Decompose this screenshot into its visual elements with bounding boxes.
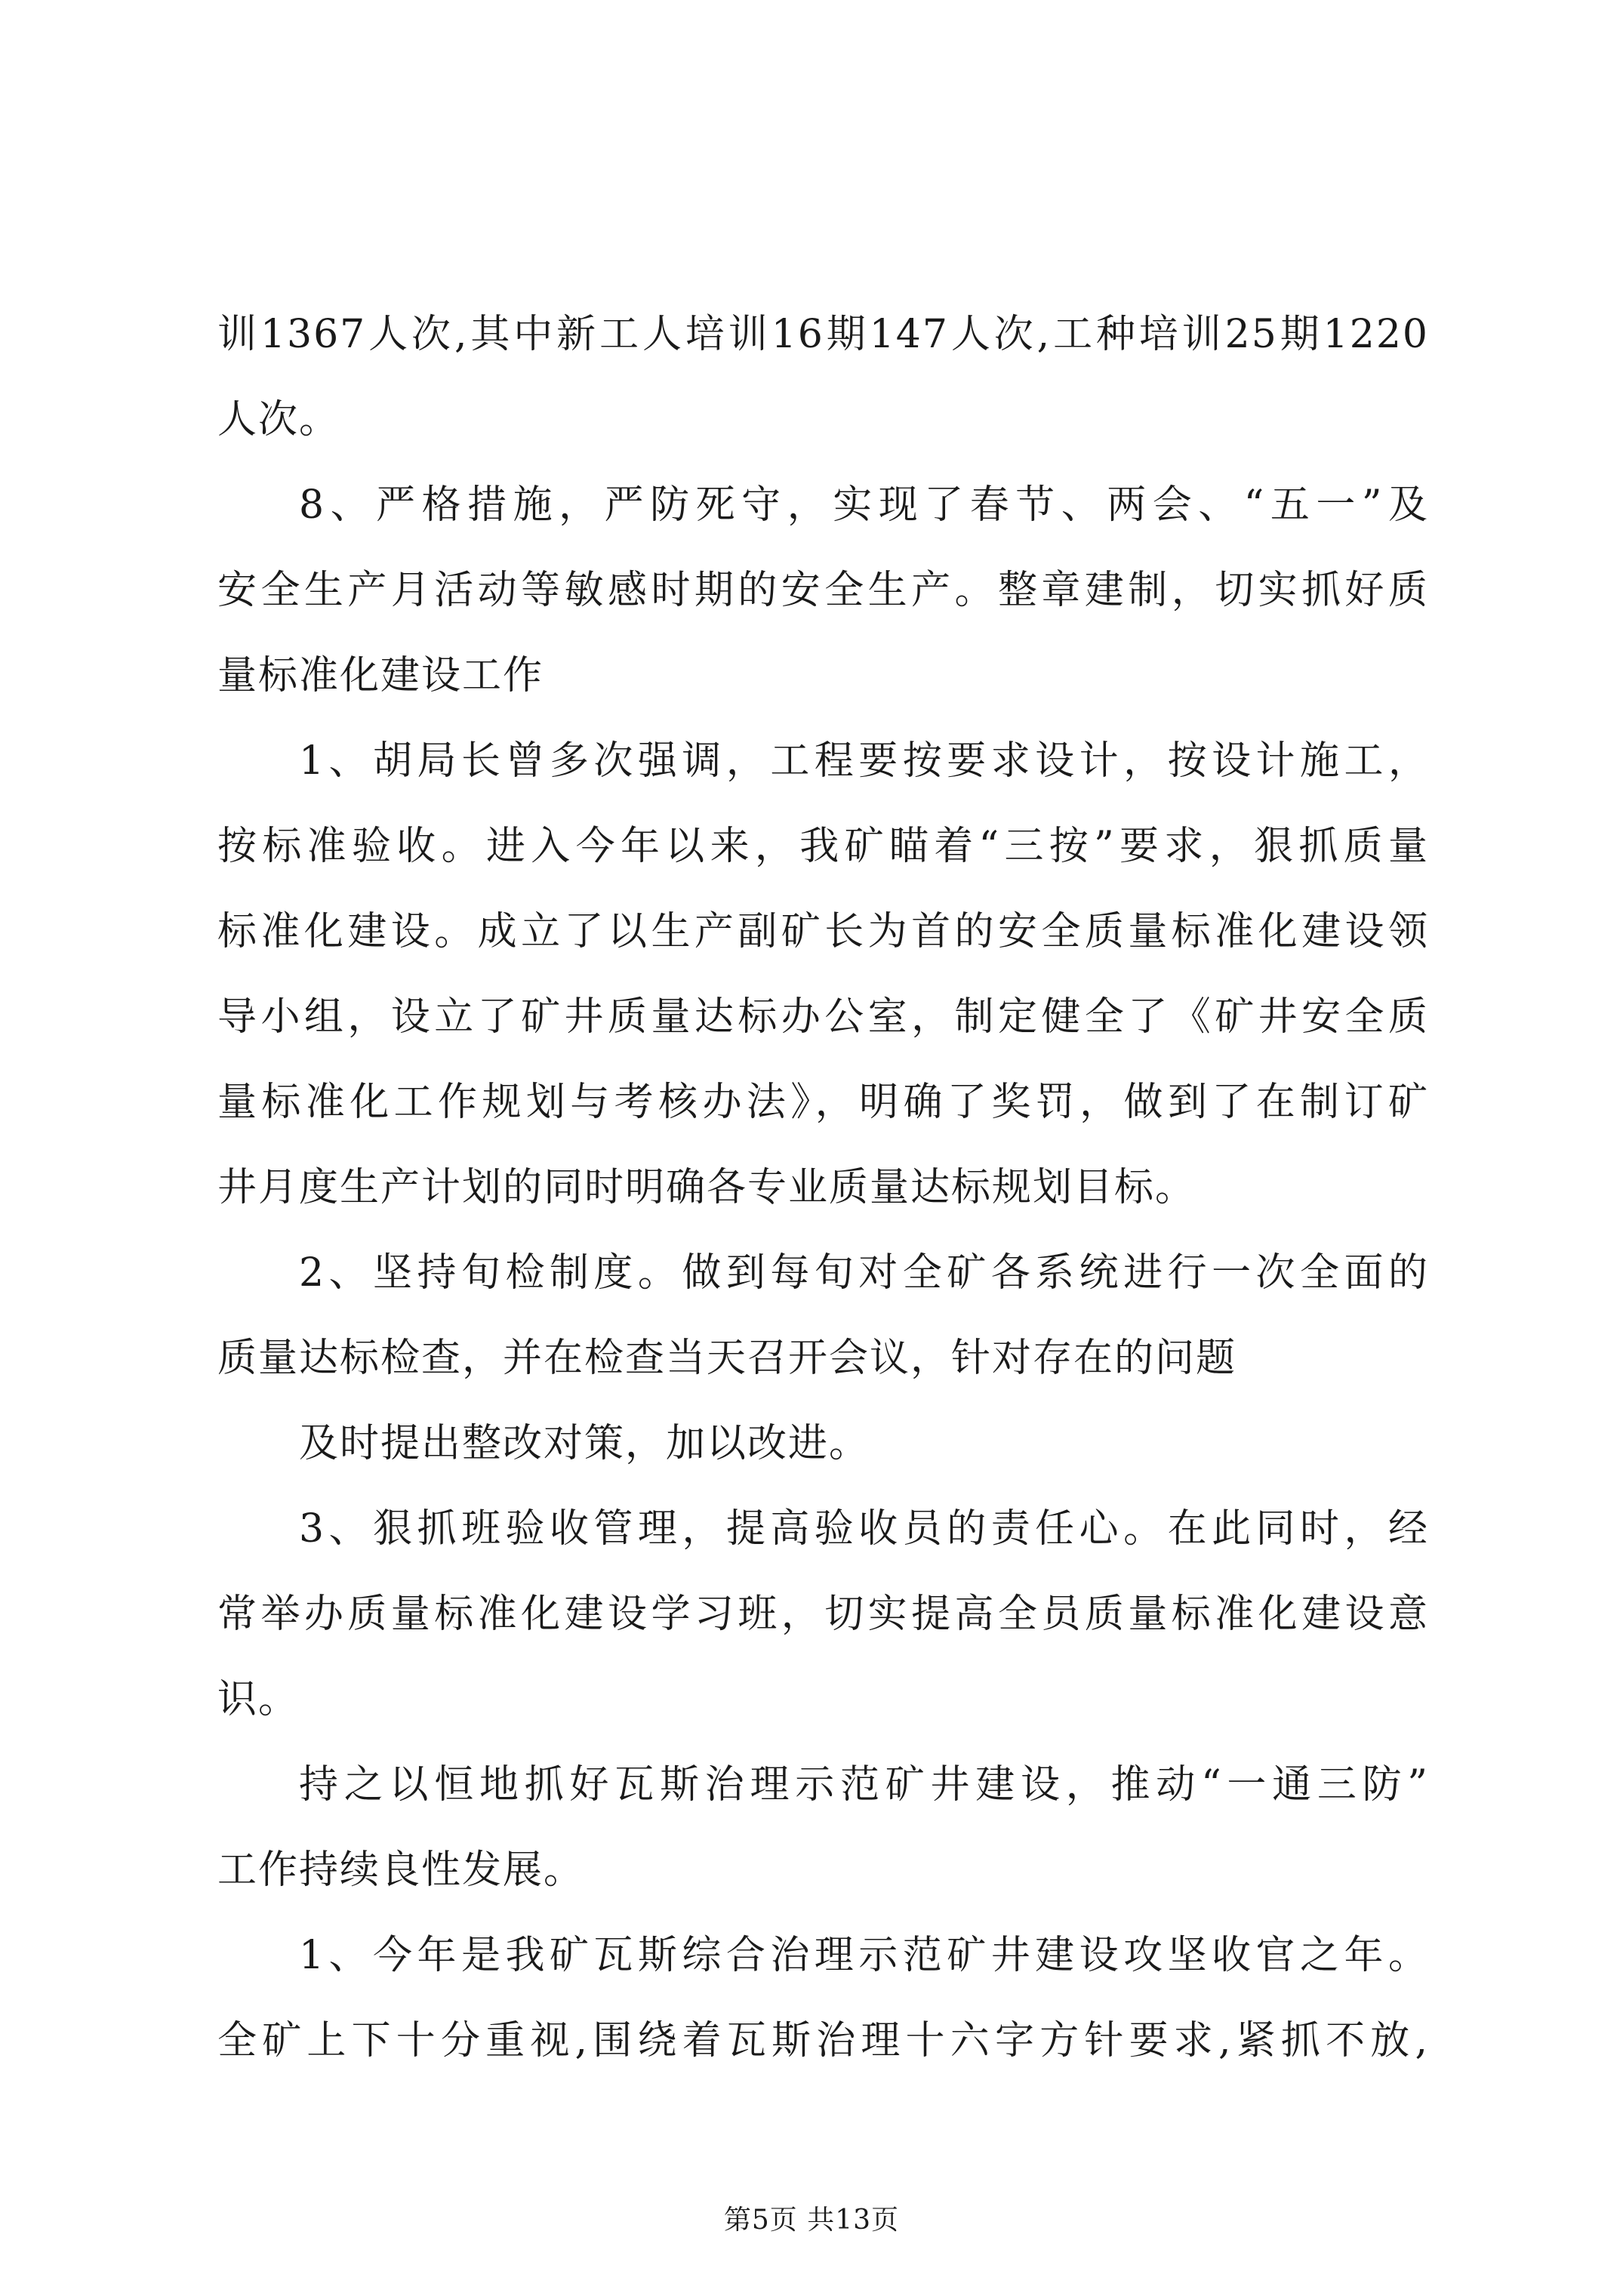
text-line: 量标准化工作规划与考核办法》，明确了奖罚，做到了在制订矿 xyxy=(217,1080,1429,1125)
page-number-footer: 第5页 共13页 xyxy=(723,2205,900,2236)
text-line: 导小组，设立了矿井质量达标办公室，制定健全了《矿井安全质 xyxy=(217,994,1429,1040)
paragraph-start-line: 及时提出整改对策，加以改进。 xyxy=(299,1421,870,1466)
text-line: 人次。 xyxy=(217,397,340,442)
text-line: 井月度生产计划的同时明确各专业质量达标规划目标。 xyxy=(217,1165,1196,1210)
paragraph-start-line: 1、胡局长曾多次强调，工程要按要求设计，按设计施工， xyxy=(299,738,1429,784)
text-line: 训1367人次,其中新工人培训16期147人次,工种培训25期1220 xyxy=(217,312,1429,357)
paragraph-start-line: 2、坚持旬检制度。做到每旬对全矿各系统进行一次全面的 xyxy=(299,1250,1429,1296)
text-line: 量标准化建设工作 xyxy=(217,653,544,698)
text-line: 按标准验收。进入今年以来，我矿瞄着“三按”要求，狠抓质量 xyxy=(217,824,1429,869)
paragraph-start-line: 8、严格措施，严防死守，实现了春节、两会、“五一”及 xyxy=(299,482,1429,528)
text-line: 质量达标检查，并在检查当天召开会议，针对存在的问题 xyxy=(217,1336,1237,1381)
paragraph-start-line: 3、狠抓班验收管理，提高验收员的责任心。在此同时，经 xyxy=(299,1506,1429,1552)
text-line: 全矿上下十分重视,围绕着瓦斯治理十六字方针要求,紧抓不放, xyxy=(217,2018,1429,2063)
text-line: 标准化建设。成立了以生产副矿长为首的安全质量标准化建设领 xyxy=(217,909,1429,954)
paragraph-start-line: 1、今年是我矿瓦斯综合治理示范矿井建设攻坚收官之年。 xyxy=(299,1933,1429,1978)
text-line: 安全生产月活动等敏感时期的安全生产。整章建制，切实抓好质 xyxy=(217,568,1429,613)
text-line: 工作持续良性发展。 xyxy=(217,1848,585,1893)
text-line: 识。 xyxy=(217,1677,300,1722)
text-line: 常举办质量标准化建设学习班，切实提高全员质量标准化建设意 xyxy=(217,1592,1429,1637)
paragraph-start-line: 持之以恒地抓好瓦斯治理示范矿井建设，推动“一通三防” xyxy=(299,1762,1429,1808)
document-body xyxy=(217,300,1429,2092)
